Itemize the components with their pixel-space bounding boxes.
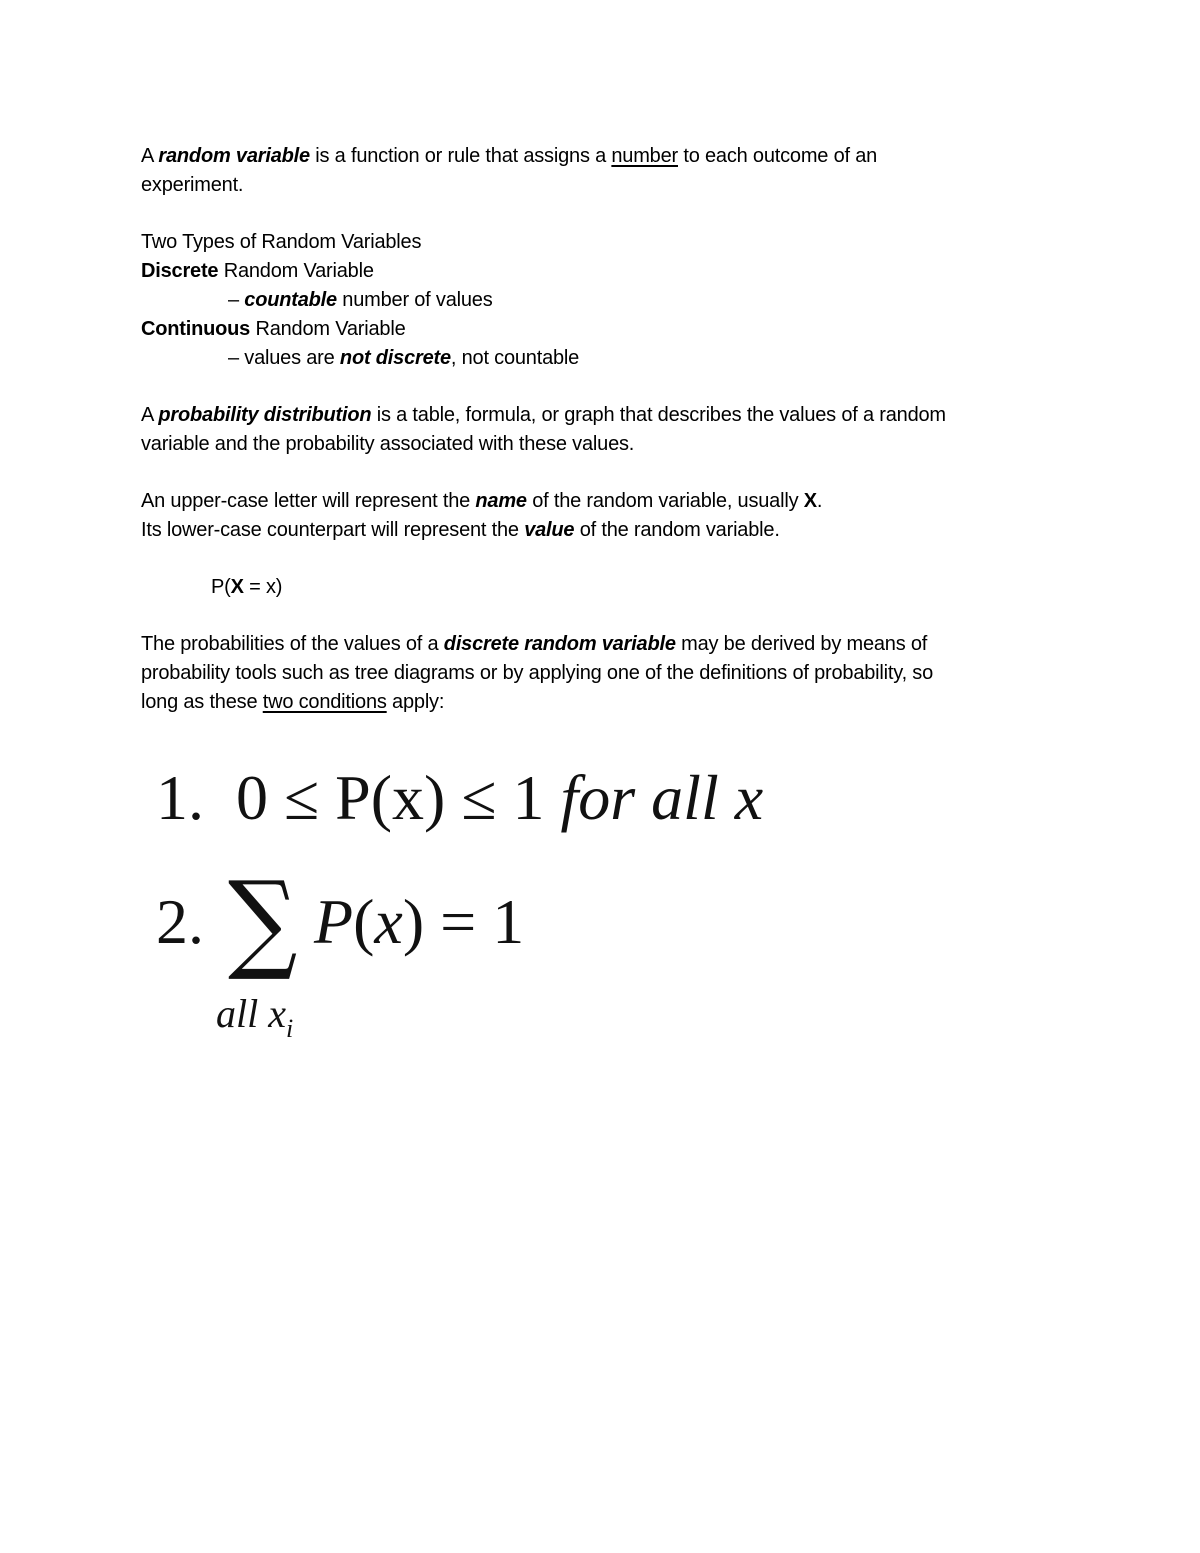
summation-subscript: all $x_i$ [216,991,294,1043]
condition-1-expression: 0 ≤ P(x) ≤ 1 [236,762,545,833]
summation-sigma-symbol: ∑ [228,859,298,984]
conditions-intro-line2: probability tools such as tree diagrams or by applying one of the definitions of probability, so [141,662,934,684]
underlined-number: number [611,145,678,167]
body-text [141,142,1041,717]
probability-distribution-definition-line2: variable and the probability associated with these values. [141,433,635,455]
conditions-intro-line1: The probabilities of the values of a discrete random variable may be derived by means of [141,633,928,655]
continuous-type: Continuous Random Variable [141,318,406,340]
notation-line1: An upper-case letter will represent the name of the random variable, usually X. [141,490,823,512]
random-variable-definition-line2: experiment. [141,174,244,196]
continuous-description: – values are not discrete, not countable [228,347,580,369]
discrete-description: – countable number of values [228,289,493,311]
conditions-intro-line3: long as these two conditions apply: [141,691,445,713]
notation-line2: Its lower-case counterpart will represent the value of the random variable. [141,519,780,541]
term-probability-distribution: probability distribution [158,404,372,426]
condition-2-number: 2. [156,886,204,957]
condition-1-number: 1. [156,762,204,833]
term-random-variable: random variable [158,145,310,167]
condition-2-expression: P(x) = 1 [314,886,525,957]
discrete-type: Discrete Random Variable [141,260,374,282]
condition-1-formula [156,758,763,838]
random-variable-definition-line1: A random variable is a function or rule that assigns a number to each outcome of an [141,145,878,167]
notation-formula: P(X = x) [211,576,283,598]
underlined-two-conditions: two conditions [262,691,387,713]
probability-distribution-definition-line1: A probability distribution is a table, formula, or graph that describes the values of a random [141,404,946,426]
types-heading: Two Types of Random Variables [141,231,422,253]
condition-1-qualifier: for all x [560,762,764,833]
